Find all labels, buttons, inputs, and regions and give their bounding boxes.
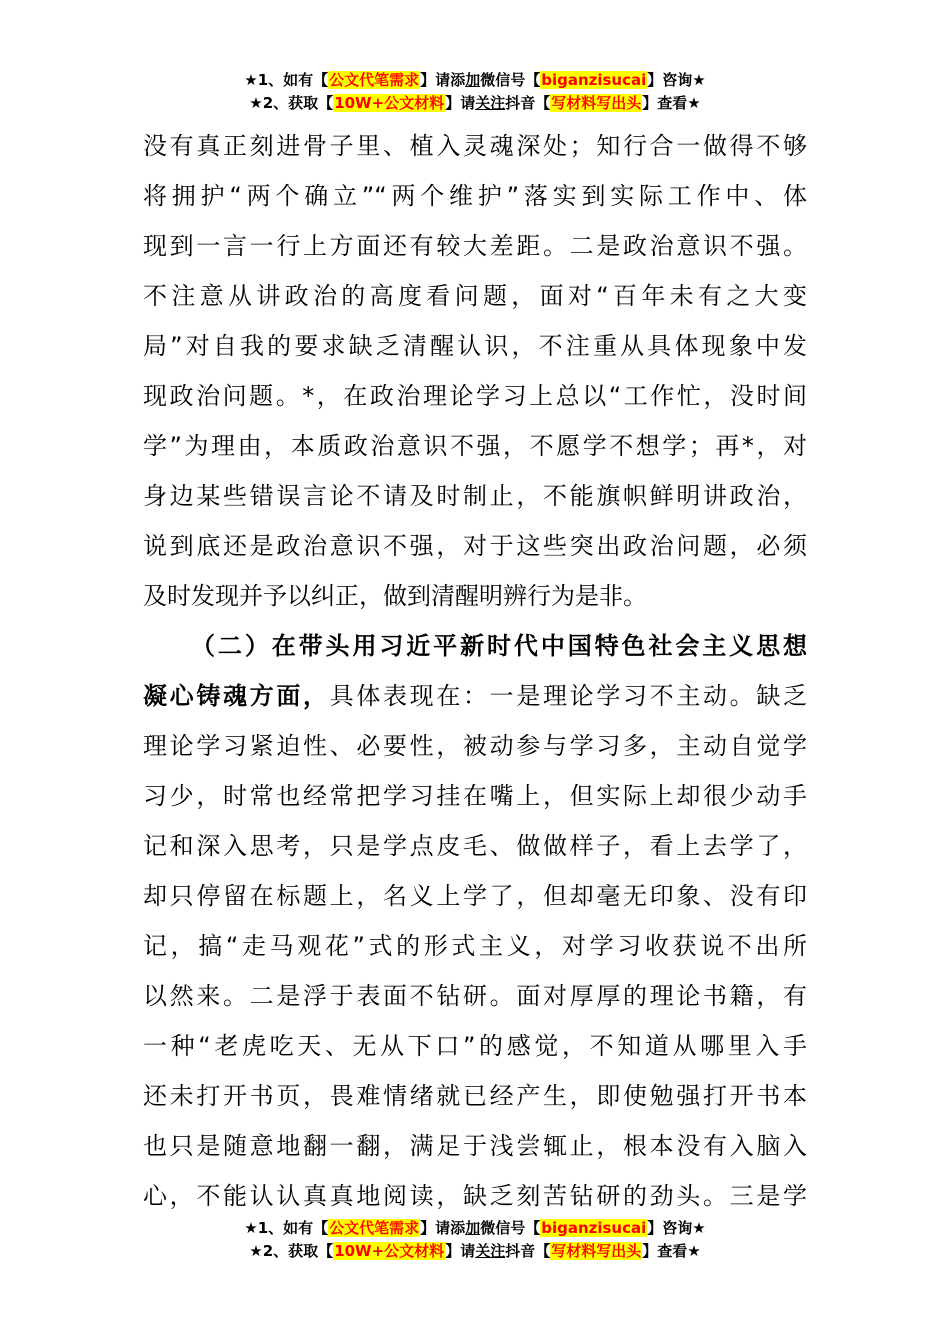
text-line: 却只停留在标题上，名义上学了，但却毫无印象、没有印 xyxy=(143,882,807,910)
promo-underline: 加 xyxy=(465,71,481,89)
promo-underline: 关注 xyxy=(475,1242,506,1260)
promo-text: ★1、如有【 xyxy=(244,71,329,89)
section-heading-end: 凝心铸魂方面， xyxy=(143,682,330,710)
promo-douyin-id: 写材料写出头 xyxy=(551,1242,642,1260)
promo-douyin-id: 写材料写出头 xyxy=(551,94,642,112)
text-line: 身边某些错误言论不请及时制止，不能旗帜鲜明讲政治， xyxy=(143,482,807,510)
text-line xyxy=(143,671,807,721)
promo-text: 】咨询★ xyxy=(647,71,706,89)
promo-line-2 xyxy=(0,1240,950,1263)
promo-line-1 xyxy=(0,1217,950,1240)
text-line: 也只是随意地翻一翻，满足于浅尝辄止，根本没有入脑入 xyxy=(143,1132,807,1160)
promo-wechat-id: biganzisucai xyxy=(541,71,647,89)
promo-text: 】请添 xyxy=(420,1219,466,1237)
text-line: 说到底还是政治意识不强，对于这些突出政治问题，必须 xyxy=(143,532,807,560)
document-body xyxy=(143,121,807,1221)
promo-text: 微信号【 xyxy=(480,1219,541,1237)
text-line: 习少，时常也经常把学习挂在嘴上，但实际上却很少动手 xyxy=(143,782,807,810)
promo-text: ★1、如有【 xyxy=(244,1219,329,1237)
footer-promo-banner xyxy=(0,1217,950,1263)
text-line: 现政治问题。*，在政治理论学习上总以“工作忙，没时间 xyxy=(143,382,807,410)
text-line: 局”对自我的要求缺乏清醒认识，不注重从具体现象中发 xyxy=(143,332,807,360)
text-line: 以然来。二是浮于表面不钻研。面对厚厚的理论书籍，有 xyxy=(143,982,807,1010)
promo-text: ★2、获取【 xyxy=(249,94,334,112)
promo-highlight: 公文代笔需求 xyxy=(329,1219,420,1237)
promo-wechat-id: biganzisucai xyxy=(541,1219,647,1237)
header-promo-banner xyxy=(0,69,950,115)
promo-text: 】请 xyxy=(445,94,476,112)
promo-text: 】请 xyxy=(445,1242,476,1260)
text-line: 没有真正刻进骨子里、植入灵魂深处；知行合一做得不够 xyxy=(143,132,807,160)
promo-highlight: 10W+公文材料 xyxy=(334,94,445,112)
section-heading: （二）在带头用习近平新时代中国特色社会主义思想 xyxy=(191,632,807,660)
promo-line-1 xyxy=(0,69,950,92)
text-line: 及时发现并予以纠正，做到清醒明辨行为是非。 xyxy=(143,582,647,610)
paragraph-1 xyxy=(143,121,807,621)
text-line: 记和深入思考，只是学点皮毛、做做样子，看上去学了， xyxy=(143,832,807,860)
promo-underline: 关注 xyxy=(475,94,506,112)
text-line: 不注意从讲政治的高度看问题，面对“百年未有之大变 xyxy=(143,282,807,310)
text-run: 具体表现在：一是理论学习不主动。缺乏 xyxy=(329,682,808,710)
text-line: 理论学习紧迫性、必要性，被动参与学习多，主动自觉学 xyxy=(143,732,807,760)
promo-text: 微信号【 xyxy=(480,71,541,89)
promo-text: ★2、获取【 xyxy=(249,1242,334,1260)
promo-text: 】查看★ xyxy=(642,1242,701,1260)
promo-line-2 xyxy=(0,92,950,115)
text-line: 将拥护“两个确立”“两个维护”落实到实际工作中、体 xyxy=(143,182,807,210)
text-line: 一种“老虎吃天、无从下口”的感觉，不知道从哪里入手 xyxy=(143,1032,807,1060)
promo-text: 】请添 xyxy=(420,71,466,89)
text-line: 心，不能认认真真地阅读，缺乏刻苦钻研的劲头。三是学 xyxy=(143,1182,807,1210)
paragraph-2 xyxy=(143,621,807,1221)
text-line: 学”为理由，本质政治意识不强，不愿学不想学；再*，对 xyxy=(143,432,807,460)
promo-text: 】咨询★ xyxy=(647,1219,706,1237)
promo-highlight: 公文代笔需求 xyxy=(329,71,420,89)
text-line: 还未打开书页，畏难情绪就已经产生，即使勉强打开书本 xyxy=(143,1082,807,1110)
promo-text: 抖音【 xyxy=(505,1242,551,1260)
promo-highlight: 10W+公文材料 xyxy=(334,1242,445,1260)
promo-underline: 加 xyxy=(465,1219,481,1237)
text-line: 记，搞“走马观花”式的形式主义，对学习收获说不出所 xyxy=(143,932,807,960)
text-line: 现到一言一行上方面还有较大差距。二是政治意识不强。 xyxy=(143,232,807,260)
promo-text: 抖音【 xyxy=(505,94,551,112)
promo-text: 】查看★ xyxy=(642,94,701,112)
